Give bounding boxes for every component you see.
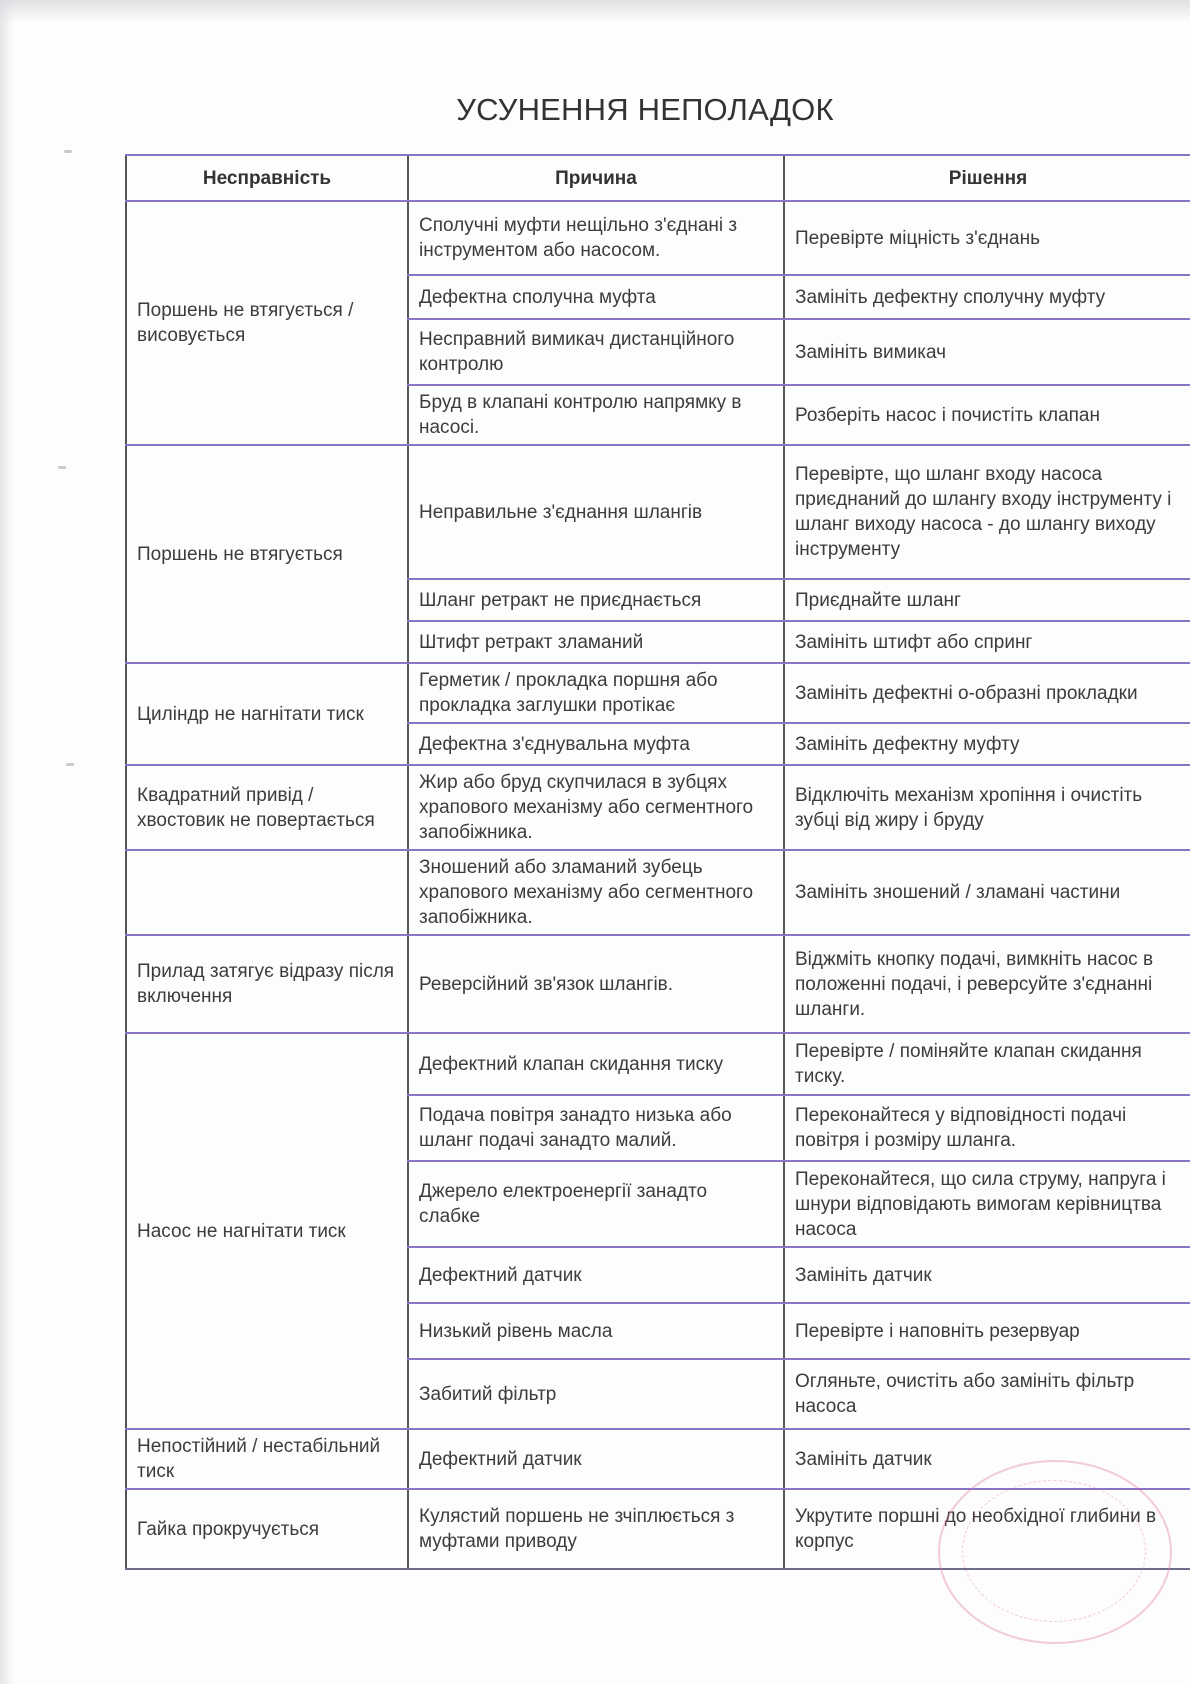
- table-row: [126, 765, 1190, 850]
- header-cause: Причина: [408, 155, 784, 201]
- fault-cell: Циліндр не нагнітати тиск: [126, 663, 408, 765]
- solution-cell: Перевірте, що шланг входу насоса приєднаний до шлангу входу інструменту і шланг виходу насоса - до шлангу виходу інструменту: [784, 445, 1190, 579]
- scan-speck: [66, 763, 74, 766]
- table-row: [126, 850, 1190, 935]
- solution-cell: Замініть датчик: [784, 1247, 1190, 1303]
- cause-cell: Несправний вимикач дистанційного контролю: [408, 319, 784, 385]
- cause-cell: Герметик / прокладка поршня або прокладка заглушки протікає: [408, 663, 784, 723]
- cause-cell: Кулястий поршень не зчіплюється з муфтами приводу: [408, 1489, 784, 1569]
- solution-cell: Переконайтеся, що сила струму, напруга і шнури відповідають вимогам керівництва насоса: [784, 1161, 1190, 1247]
- solution-cell: Замініть зношений / зламані частини: [784, 850, 1190, 935]
- cause-cell: Реверсійний зв'язок шлангів.: [408, 935, 784, 1033]
- cause-cell: Дефектний клапан скидання тиску: [408, 1033, 784, 1095]
- solution-cell: Розберіть насос і почистіть клапан: [784, 385, 1190, 445]
- cause-cell: Бруд в клапані контролю напрямку в насосі.: [408, 385, 784, 445]
- cause-cell: Дефектна з'єднувальна муфта: [408, 723, 784, 765]
- table-row: [126, 1033, 1190, 1095]
- solution-cell: Замініть вимикач: [784, 319, 1190, 385]
- fault-cell: Насос не нагнітати тиск: [126, 1033, 408, 1429]
- fault-cell: Поршень не втягується / висовується: [126, 201, 408, 445]
- cause-cell: Забитий фільтр: [408, 1359, 784, 1429]
- scan-edge-left: [0, 0, 14, 1684]
- cause-cell: Низький рівень масла: [408, 1303, 784, 1359]
- fault-cell: Поршень не втягується: [126, 445, 408, 663]
- table-row: [126, 201, 1190, 275]
- table-row: [126, 445, 1190, 579]
- solution-cell: Замініть штифт або спринг: [784, 621, 1190, 663]
- scan-speck: [58, 466, 66, 469]
- cause-cell: Неправильне з'єднання шлангів: [408, 445, 784, 579]
- table-header-row: [126, 155, 1190, 201]
- header-solution: Рішення: [784, 155, 1190, 201]
- cause-cell: Жир або бруд скупчилася в зубцях храпового механізму або сегментного запобіжника.: [408, 765, 784, 850]
- solution-cell: Замініть датчик: [784, 1429, 1190, 1489]
- cause-cell: Дефектна сполучна муфта: [408, 275, 784, 319]
- faded-seal-stamp: [938, 1460, 1172, 1644]
- solution-cell: Укрутите поршні до необхідної глибини в корпус: [784, 1489, 1190, 1569]
- table-row: [126, 935, 1190, 1033]
- fault-cell: [126, 850, 408, 935]
- solution-cell: Приєднайте шланг: [784, 579, 1190, 621]
- solution-cell: Замініть дефектну сполучну муфту: [784, 275, 1190, 319]
- cause-cell: Сполучні муфти нещільно з'єднані з інструментом або насосом.: [408, 201, 784, 275]
- table-row: [126, 663, 1190, 723]
- scan-edge-top: [0, 0, 1190, 22]
- page-title: УСУНЕННЯ НЕПОЛАДОК: [456, 92, 834, 127]
- cause-cell: Дефектний датчик: [408, 1247, 784, 1303]
- troubleshooting-table: [125, 154, 1190, 1570]
- cause-cell: Штифт ретракт зламаний: [408, 621, 784, 663]
- fault-cell: Квадратний привід / хвостовик не повертається: [126, 765, 408, 850]
- cause-cell: Шланг ретракт не приєднається: [408, 579, 784, 621]
- solution-cell: Віджміть кнопку подачі, вимкніть насос в положенні подачі, і реверсуйте з'єднанні шланги.: [784, 935, 1190, 1033]
- cause-cell: Джерело електроенергії занадто слабке: [408, 1161, 784, 1247]
- cause-cell: Дефектний датчик: [408, 1429, 784, 1489]
- solution-cell: Перевірте / поміняйте клапан скидання тиску.: [784, 1033, 1190, 1095]
- solution-cell: Перевірте і наповніть резервуар: [784, 1303, 1190, 1359]
- cause-cell: Зношений або зламаний зубець храпового механізму або сегментного запобіжника.: [408, 850, 784, 935]
- fault-cell: Непостійний / нестабільний тиск: [126, 1429, 408, 1489]
- cause-cell: Подача повітря занадто низька або шланг подачі занадто малий.: [408, 1095, 784, 1161]
- solution-cell: Замініть дефектну муфту: [784, 723, 1190, 765]
- solution-cell: Перевірте міцність з'єднань: [784, 201, 1190, 275]
- solution-cell: Замініть дефектні о-образні прокладки: [784, 663, 1190, 723]
- solution-cell: Відключіть механізм хропіння і очистіть зубці від жиру і бруду: [784, 765, 1190, 850]
- header-fault: Несправність: [126, 155, 408, 201]
- fault-cell: Прилад затягує відразу після включення: [126, 935, 408, 1033]
- solution-cell: Переконайтеся у відповідності подачі повітря і розміру шланга.: [784, 1095, 1190, 1161]
- solution-cell: Огляньте, очистіть або замініть фільтр насоса: [784, 1359, 1190, 1429]
- scan-speck: [64, 150, 72, 153]
- fault-cell: Гайка прокручується: [126, 1489, 408, 1569]
